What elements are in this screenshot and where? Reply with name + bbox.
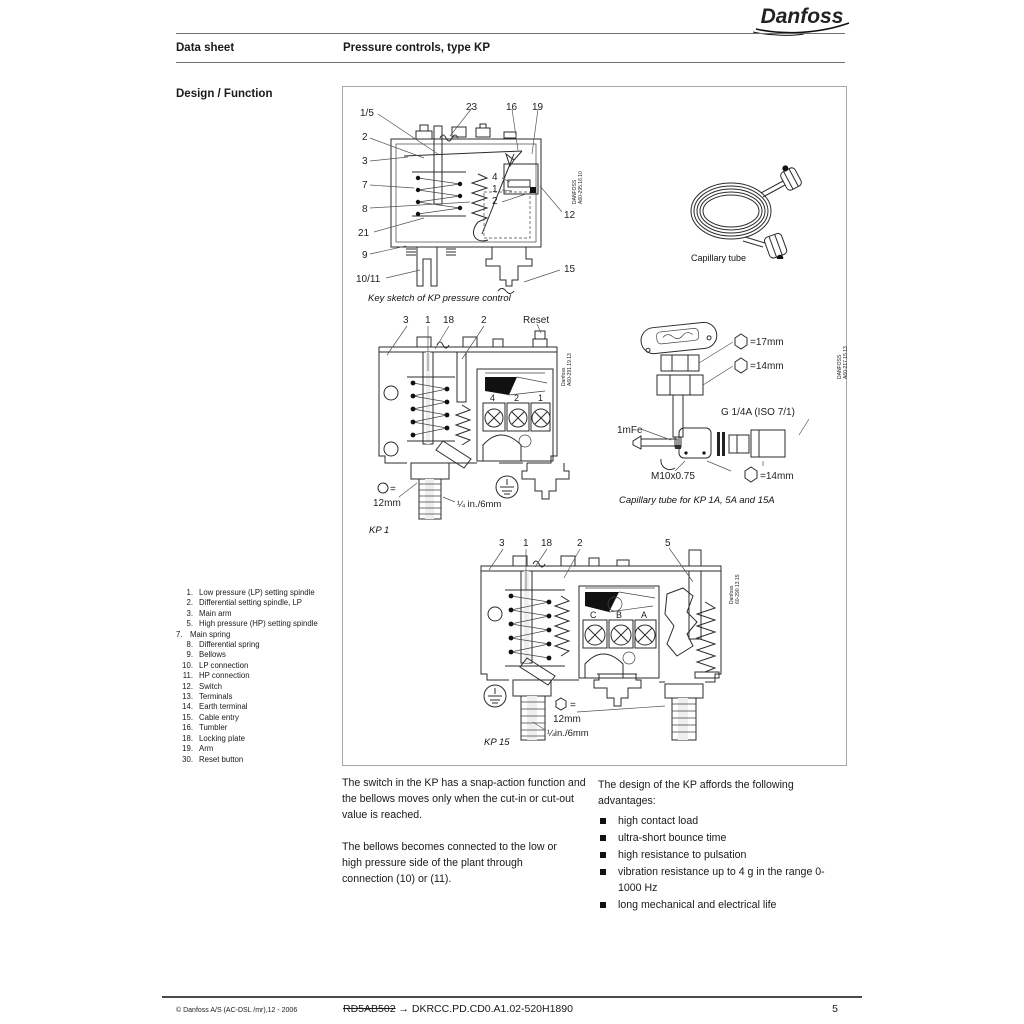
danfoss-logo-text: Danfoss <box>760 5 844 28</box>
kp15-earth-terminal <box>484 685 506 707</box>
part-label: Differential setting spindle, LP <box>199 598 303 608</box>
kp1-terminal-2: 2 <box>514 393 520 403</box>
capillary-tube-drawing <box>673 159 813 259</box>
advantage-item <box>598 847 838 863</box>
kp15-housing <box>481 550 721 682</box>
kp15-callout-5: 5 <box>665 538 671 549</box>
key-sketch-caption: Key sketch of KP pressure control <box>368 293 511 304</box>
part-num: 15. <box>182 712 193 722</box>
capillary-end-fittings <box>743 162 803 259</box>
footer-copyright: © Danfoss A/S (AC-DSL /mr),12 - 2006 <box>176 1007 298 1014</box>
key-sketch-drawing <box>354 94 589 294</box>
body-text-left <box>342 775 590 903</box>
part-label: Low pressure (LP) setting spindle <box>199 588 315 597</box>
kp1-caption: KP 1 <box>369 525 390 536</box>
part-label: Cable entry <box>199 712 239 722</box>
kp1-callouts <box>403 315 549 403</box>
capillary-kp1a-caption: Capillary tube for KP 1A, 5A and 15A <box>619 495 775 506</box>
part-label: Differential spring <box>199 640 260 650</box>
kp15-dim-eq: = <box>570 700 576 711</box>
kp1-dim-labels <box>373 483 501 510</box>
part-num: 2. <box>186 598 193 608</box>
callout-8: 8 <box>362 204 368 215</box>
parts-list-item <box>176 692 336 702</box>
drawing-no-text: Danfoss <box>729 585 735 604</box>
footer-rule <box>162 996 862 998</box>
advantages-intro: The design of the KP affords the following advantages: <box>598 779 794 807</box>
part-num: 10. <box>182 660 193 670</box>
fitting-assembly <box>633 428 785 458</box>
advantage-item <box>598 864 838 896</box>
kp15-dim-12mm: 12mm <box>553 714 581 725</box>
parts-list-item <box>176 682 336 692</box>
kp15-drawing-number <box>729 574 741 604</box>
fe-label: 1mFe <box>617 425 643 436</box>
kp1-dim-eq: = <box>390 484 396 495</box>
part-label: Switch <box>199 681 222 691</box>
kp1-drawing-number <box>561 353 573 386</box>
parts-list-item <box>176 744 336 754</box>
callout-21: 21 <box>358 228 370 239</box>
kp1-callout-1: 1 <box>425 315 431 326</box>
key-sketch-housing <box>391 124 541 247</box>
kp1-callout-18: 18 <box>443 315 455 326</box>
part-label: Tumbler <box>199 723 228 733</box>
kp1a-drawing-number <box>837 346 849 379</box>
advantage-item <box>598 897 838 913</box>
part-label: Main arm <box>199 608 232 618</box>
kp1-terminal-1: 1 <box>538 393 544 403</box>
bullet-square-icon <box>600 902 606 908</box>
parts-list-item <box>176 598 336 608</box>
kp1-callout-2: 2 <box>481 315 487 326</box>
part-label: Bellows <box>199 650 226 660</box>
page-number: 5 <box>832 1003 838 1015</box>
kp15-dim-labels <box>547 698 589 739</box>
kp1-terminal-4: 4 <box>490 393 496 403</box>
kp15-cable-entry <box>594 674 641 706</box>
kp15-terminal-block <box>579 586 659 678</box>
callout-3: 3 <box>362 156 368 167</box>
part-label: Earth terminal <box>199 702 248 712</box>
new-doc-number: DKRCC.PD.CD0.A1.02-520H1890 <box>411 1003 573 1015</box>
part-num: 30. <box>182 754 193 764</box>
kp15-drawing <box>469 534 749 746</box>
parts-list-item <box>176 755 336 765</box>
kp1-cable-entry <box>522 463 569 499</box>
callout-1-5: 1/5 <box>360 108 374 119</box>
paragraph: The switch in the KP has a snap-action function and the bellows moves only when the cut-in or cut-out value is reached. <box>342 777 586 821</box>
callout-9: 9 <box>362 250 368 261</box>
kp1-switch-block <box>477 369 553 461</box>
parts-list-item <box>176 671 336 681</box>
parts-list-item <box>176 630 336 640</box>
bullet-square-icon <box>600 869 606 875</box>
part-label: Main spring <box>190 629 231 639</box>
hex14a-label: =14mm <box>750 361 784 372</box>
part-label: Terminals <box>199 692 233 702</box>
parts-list-item <box>176 588 336 598</box>
parts-list-item <box>176 609 336 619</box>
arrow-glyph: → <box>398 1003 409 1015</box>
part-num: 8. <box>186 640 193 650</box>
callout-10-11: 10/11 <box>356 274 381 285</box>
callout-15: 15 <box>564 264 576 275</box>
capillary-coil <box>691 183 771 239</box>
header-rule-bottom <box>176 62 845 63</box>
kp1-spindles-springs <box>407 352 471 468</box>
parts-list-item <box>176 702 336 712</box>
kp1-leaders <box>387 324 544 502</box>
advantage-text: high resistance to pulsation <box>618 849 747 861</box>
kp15-callout-1: 1 <box>523 538 529 549</box>
part-label: High pressure (HP) setting spindle <box>199 619 318 629</box>
section-title: Design / Function <box>176 88 273 100</box>
hex17-label: =17mm <box>750 337 784 348</box>
part-label: HP connection <box>199 671 250 681</box>
key-sketch-drawing-number <box>572 171 584 204</box>
kp1-dim-12mm: 12mm <box>373 498 401 509</box>
part-num: 19. <box>182 744 193 754</box>
bullet-square-icon <box>600 818 606 824</box>
header-rule-top <box>176 33 845 34</box>
part-num: 12. <box>182 681 193 691</box>
drawing-no-text: Danfoss <box>561 367 567 386</box>
capillary-caption: Capillary tube <box>691 253 747 263</box>
kp15-terminal-c: C <box>590 610 597 620</box>
drawing-no-text: A60-291.19.13 <box>567 353 573 386</box>
part-num: 1. <box>186 588 193 597</box>
header-title: Pressure controls, type KP <box>343 42 490 54</box>
part-num: 16. <box>182 723 193 733</box>
kp1a-labels <box>617 334 795 482</box>
part-label: LP connection <box>199 660 249 670</box>
part-label: Reset button <box>199 754 244 764</box>
drawing-no-text: DANFOSS <box>572 179 578 204</box>
body-text-right <box>598 777 838 913</box>
part-num: 11. <box>182 671 193 681</box>
callout-12: 12 <box>564 210 576 221</box>
parts-list-item <box>176 713 336 723</box>
g-thread-label: G 1/4A (ISO 7/1) <box>721 407 795 418</box>
old-doc-number: RD5AB502 <box>343 1003 396 1015</box>
parts-list-item <box>176 723 336 733</box>
drawing-no-text: A60-295.16.10 <box>578 171 584 204</box>
advantage-text: ultra-short bounce time <box>618 832 727 844</box>
part-label: Locking plate <box>199 733 245 743</box>
advantage-text: vibration resistance up to 4 g in the range 0-1000 Hz <box>618 866 825 894</box>
part-num: 18. <box>182 733 193 743</box>
advantage-item <box>598 813 838 829</box>
kp15-callout-18: 18 <box>541 538 553 549</box>
key-sketch-bellows-connections <box>406 247 532 294</box>
callout-7: 7 <box>362 180 368 191</box>
callout-inner-4: 4 <box>492 172 498 183</box>
parts-list-item <box>176 640 336 650</box>
part-num: 14. <box>182 702 193 712</box>
key-sketch-differential-spring <box>472 174 488 241</box>
kp15-callout-3: 3 <box>499 538 505 549</box>
callout-16: 16 <box>506 102 518 113</box>
kp15-caption: KP 15 <box>484 737 510 748</box>
hex14b-label: =14mm <box>760 471 794 482</box>
bullet-square-icon <box>600 835 606 841</box>
parts-list-item <box>176 661 336 671</box>
kp1-callout-reset: Reset <box>523 315 550 326</box>
kp15-terminal-b: B <box>616 610 623 620</box>
part-num: 9. <box>186 650 193 660</box>
part-label: Arm <box>199 744 214 754</box>
callout-inner-1: 1 <box>492 184 498 195</box>
advantage-text: high contact load <box>618 815 699 827</box>
m-thread-label: M10x0.75 <box>651 471 695 482</box>
drawing-no-text: 60-290.13.15 <box>735 574 741 604</box>
drawing-no-text: DANFOSS <box>837 354 843 379</box>
kp1-drawing <box>359 311 579 523</box>
footer-doc-number <box>343 1003 573 1015</box>
callout-inner-2: 2 <box>492 196 498 207</box>
callout-19: 19 <box>532 102 544 113</box>
kp1-dim-tube: ¼ in./6mm <box>457 499 502 510</box>
paragraph: The bellows becomes connected to the low or high pressure side of the plant through connection (10) or (11). <box>342 841 557 885</box>
drawing-no-text: A60-217.15.13 <box>843 346 849 379</box>
parts-list <box>176 588 336 765</box>
kp15-hp-connection <box>665 684 703 740</box>
bullet-square-icon <box>600 852 606 858</box>
header-doc-type: Data sheet <box>176 42 235 54</box>
part-num: 5. <box>186 619 193 629</box>
kp1-callout-3: 3 <box>403 315 409 326</box>
parts-list-item <box>176 734 336 744</box>
kp15-callout-2: 2 <box>577 538 583 549</box>
parts-list-item <box>176 650 336 660</box>
kp1-lp-connection <box>411 463 449 519</box>
advantage-text: long mechanical and electrical life <box>618 899 777 911</box>
kp15-terminal-a: A <box>641 610 648 620</box>
kp15-spindles-springs <box>505 571 569 685</box>
part-num: 13. <box>182 692 193 702</box>
figure-frame <box>342 86 847 766</box>
callout-23: 23 <box>466 102 478 113</box>
parts-list-item <box>176 619 336 629</box>
part-num: 3. <box>186 608 193 618</box>
capillary-kp1a-drawing <box>613 309 853 492</box>
kp15-lp-connection <box>513 680 551 740</box>
kp15-dim-tube: ¼in./6mm <box>547 728 589 739</box>
part-num: 7. <box>176 629 183 639</box>
kp1-earth-terminal <box>496 476 518 498</box>
advantage-item <box>598 830 838 846</box>
callout-2: 2 <box>362 132 368 143</box>
